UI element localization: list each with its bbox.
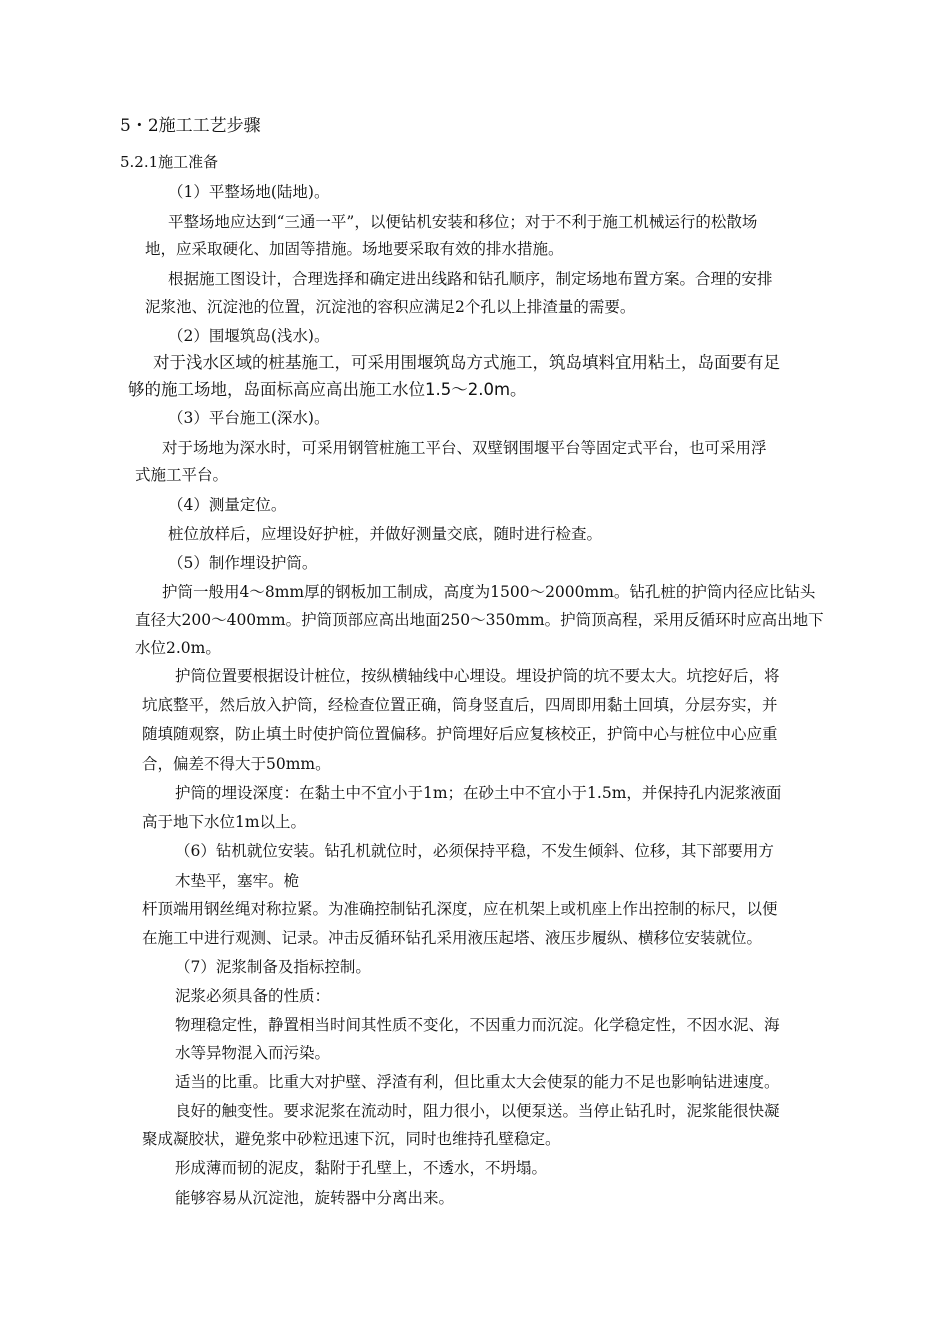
paragraph-line: 地，应采取硬化、加固等措施。场地要采取有效的排水措施。 xyxy=(145,240,564,258)
paragraph-line: （2）围堰筑岛(浅水)。 xyxy=(168,327,330,345)
paragraph-line: （7）泥浆制备及指标控制。 xyxy=(175,958,371,976)
paragraph-line: 护筒一般用4〜8mm厚的钢板加工制成，高度为1500〜2000mm。钻孔桩的护筒内径应比钻头 xyxy=(162,583,816,601)
paragraph-line: 够的施工场地，岛面标高应高出施工水位1.5〜2.0m。 xyxy=(128,380,527,399)
paragraph-line: 坑底整平，然后放入护筒，经检查位置正确，筒身竖直后，四周即用黏土回填，分层夯实，并 xyxy=(142,696,778,714)
paragraph-line: 水位2.0m。 xyxy=(135,639,221,657)
paragraph-line: 根据施工图设计，合理选择和确定进出线路和钻孔顺序，制定场地布置方案。合理的安排 xyxy=(168,270,773,288)
paragraph-line: 直径大200〜400mm。护筒顶部应高出地面250〜350mm。护筒顶高程，采用反循环时应高出地下 xyxy=(135,611,824,629)
paragraph-line: 对于场地为深水时，可采用钢管桩施工平台、双壁钢围堰平台等固定式平台，也可采用浮 xyxy=(162,439,767,457)
paragraph-line: 形成薄而韧的泥皮，黏附于孔壁上，不透水，不坍塌。 xyxy=(175,1159,548,1177)
paragraph-line: 对于浅水区域的桩基施工，可采用围堰筑岛方式施工，筑岛填料宜用粘土，岛面要有足 xyxy=(153,353,780,372)
paragraph-line: 合，偏差不得大于50mm。 xyxy=(142,755,331,773)
paragraph-line: 在施工中进行观测、记录。冲击反循环钻孔采用液压起塔、液压步履纵、横移位安装就位。 xyxy=(142,929,763,947)
paragraph-line: （5）制作埋设护筒。 xyxy=(168,554,318,572)
paragraph-line: （6）钻机就位安装。钻孔机就位时，必须保持平稳，不发生倾斜、位移，其下部要用方 xyxy=(175,842,774,860)
paragraph-line: 随填随观察，防止填土时使护筒位置偏移。护筒埋好后应复核校正，护筒中心与桩位中心应重 xyxy=(142,725,778,743)
paragraph-line: 泥浆池、沉淀池的位置，沉淀池的容积应满足2个孔以上排渣量的需要。 xyxy=(145,298,636,316)
paragraph-line: 高于地下水位1m以上。 xyxy=(142,813,307,831)
paragraph-line: 物理稳定性，静置相当时间其性质不变化，不因重力而沉淀。化学稳定性，不因水泥、海 xyxy=(175,1016,780,1034)
paragraph-line: 适当的比重。比重大对护壁、浮渣有利，但比重太大会使泵的能力不足也影响钻进速度。 xyxy=(175,1073,780,1091)
paragraph-line: 桩位放样后，应埋设好护桩，并做好测量交底，随时进行检查。 xyxy=(168,525,603,543)
paragraph-line: 泥浆必须具备的性质： xyxy=(175,987,331,1005)
paragraph-line: 良好的触变性。要求泥浆在流动时，阻力很小，以便泵送。当停止钻孔时，泥浆能很快凝 xyxy=(175,1102,780,1120)
paragraph-line: （1）平整场地(陆地)。 xyxy=(168,183,330,201)
paragraph-line: 聚成凝胶状，避免浆中砂粒迅速下沉，同时也维持孔壁稳定。 xyxy=(142,1130,561,1148)
paragraph-line: （3）平台施工(深水)。 xyxy=(168,409,330,427)
section-title: 5・2施工工艺步骤 xyxy=(120,116,261,136)
paragraph-line: （4）测量定位。 xyxy=(168,496,287,514)
paragraph-line: 护筒的埋设深度：在黏土中不宜小于1m；在砂土中不宜小于1.5m，并保持孔内泥浆液面 xyxy=(175,784,782,802)
paragraph-line: 水等异物混入而污染。 xyxy=(175,1044,331,1062)
paragraph-line: 木垫平，塞牢。桅 xyxy=(175,872,300,890)
paragraph-line: 能够容易从沉淀池，旋转器中分离出来。 xyxy=(175,1189,455,1207)
paragraph-line: 式施工平台。 xyxy=(135,466,229,484)
paragraph-line: 平整场地应达到“三通一平”，以便钻机安装和移位；对于不利于施工机械运行的松散场 xyxy=(168,213,758,231)
subsection-title: 5.2.1施工准备 xyxy=(120,153,219,171)
paragraph-line: 杆顶端用钢丝绳对称拉紧。为准确控制钻孔深度，应在机架上或机座上作出控制的标尺，以便 xyxy=(142,900,778,918)
paragraph-line: 护筒位置要根据设计桩位，按纵横轴线中心埋设。埋设护筒的坑不要太大。坑挖好后，将 xyxy=(175,667,780,685)
